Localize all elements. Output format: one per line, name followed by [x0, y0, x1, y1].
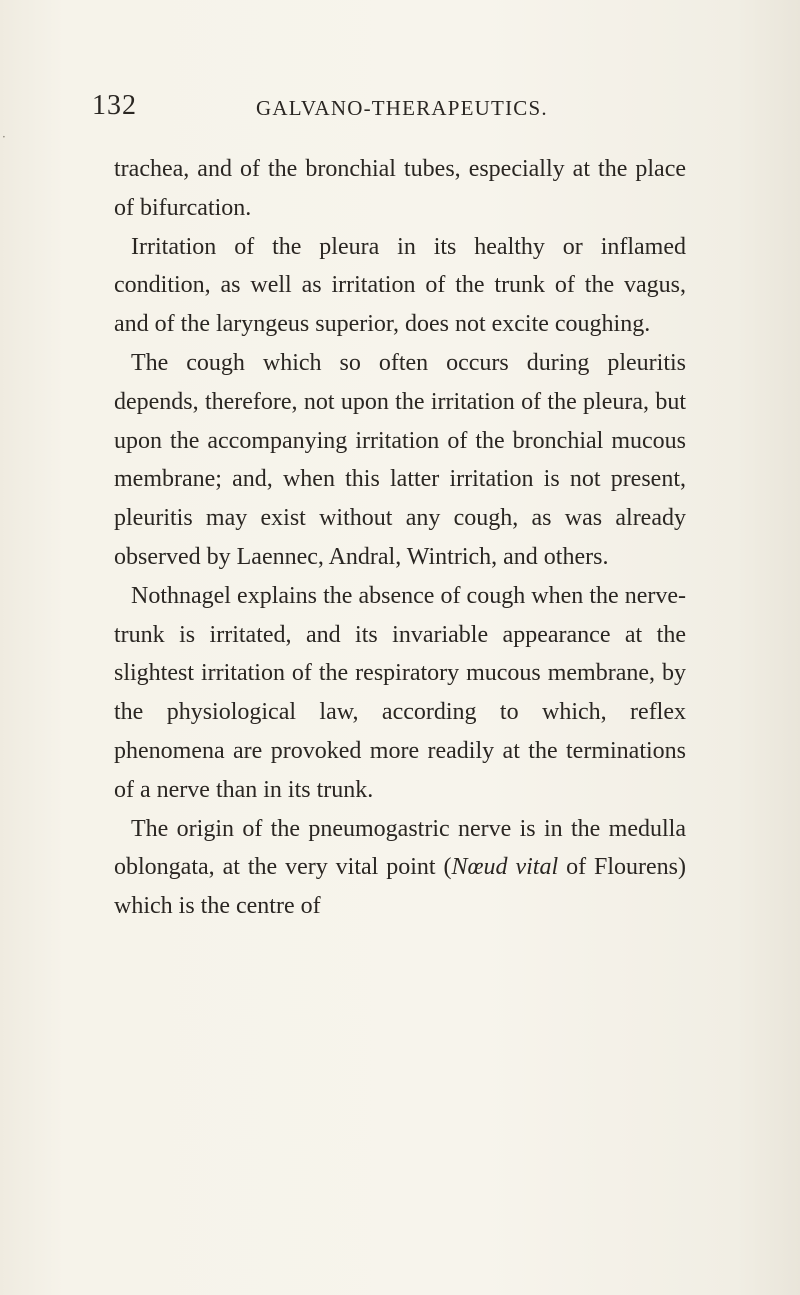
- body-text: [114, 150, 686, 926]
- paragraph-5-text-after: of Flourens) which is the centre of: [114, 854, 686, 920]
- paragraph-5-text-before: The origin of the pneumogastric nerve is in the medulla oblongata, at the very vital point (: [114, 815, 686, 881]
- page-header: [92, 90, 712, 130]
- paragraph-3: The cough which so often occurs during pleuritis depends, therefore, not upon the irritation of the pleura, but upon the accompanying irritation of the bronchial mucous membrane; and, when this latter irritation is not present, pleuritis may exist without any cough, as was already observed by Laennec, Andral, Wintrich, and others.: [114, 349, 686, 570]
- paragraph-5-italic-term: Nœud vital: [451, 854, 559, 881]
- paragraph-1: trachea, and of the bronchial tubes, especially at the place of bifurcation.: [114, 156, 686, 221]
- paragraph-5: [114, 810, 686, 926]
- paragraph-2: Irritation of the pleura in its healthy or inflamed condition, as well as irritation of the trunk of the vagus, and of the laryngeus superior, does not excite coughing.: [114, 233, 686, 338]
- page-edge-mark: ·: [2, 130, 6, 144]
- page-number: 132: [92, 90, 137, 121]
- paragraph-4: Nothnagel explains the absence of cough when the nerve-trunk is irritated, and its invariable appearance at the slightest irritation of the respiratory mucous membrane, by the physiological law, according to which, reflex phenomena are provoked more readily at the terminations of a nerve than in its trunk.: [114, 582, 686, 803]
- running-title: GALVANO-THERAPEUTICS.: [256, 96, 548, 120]
